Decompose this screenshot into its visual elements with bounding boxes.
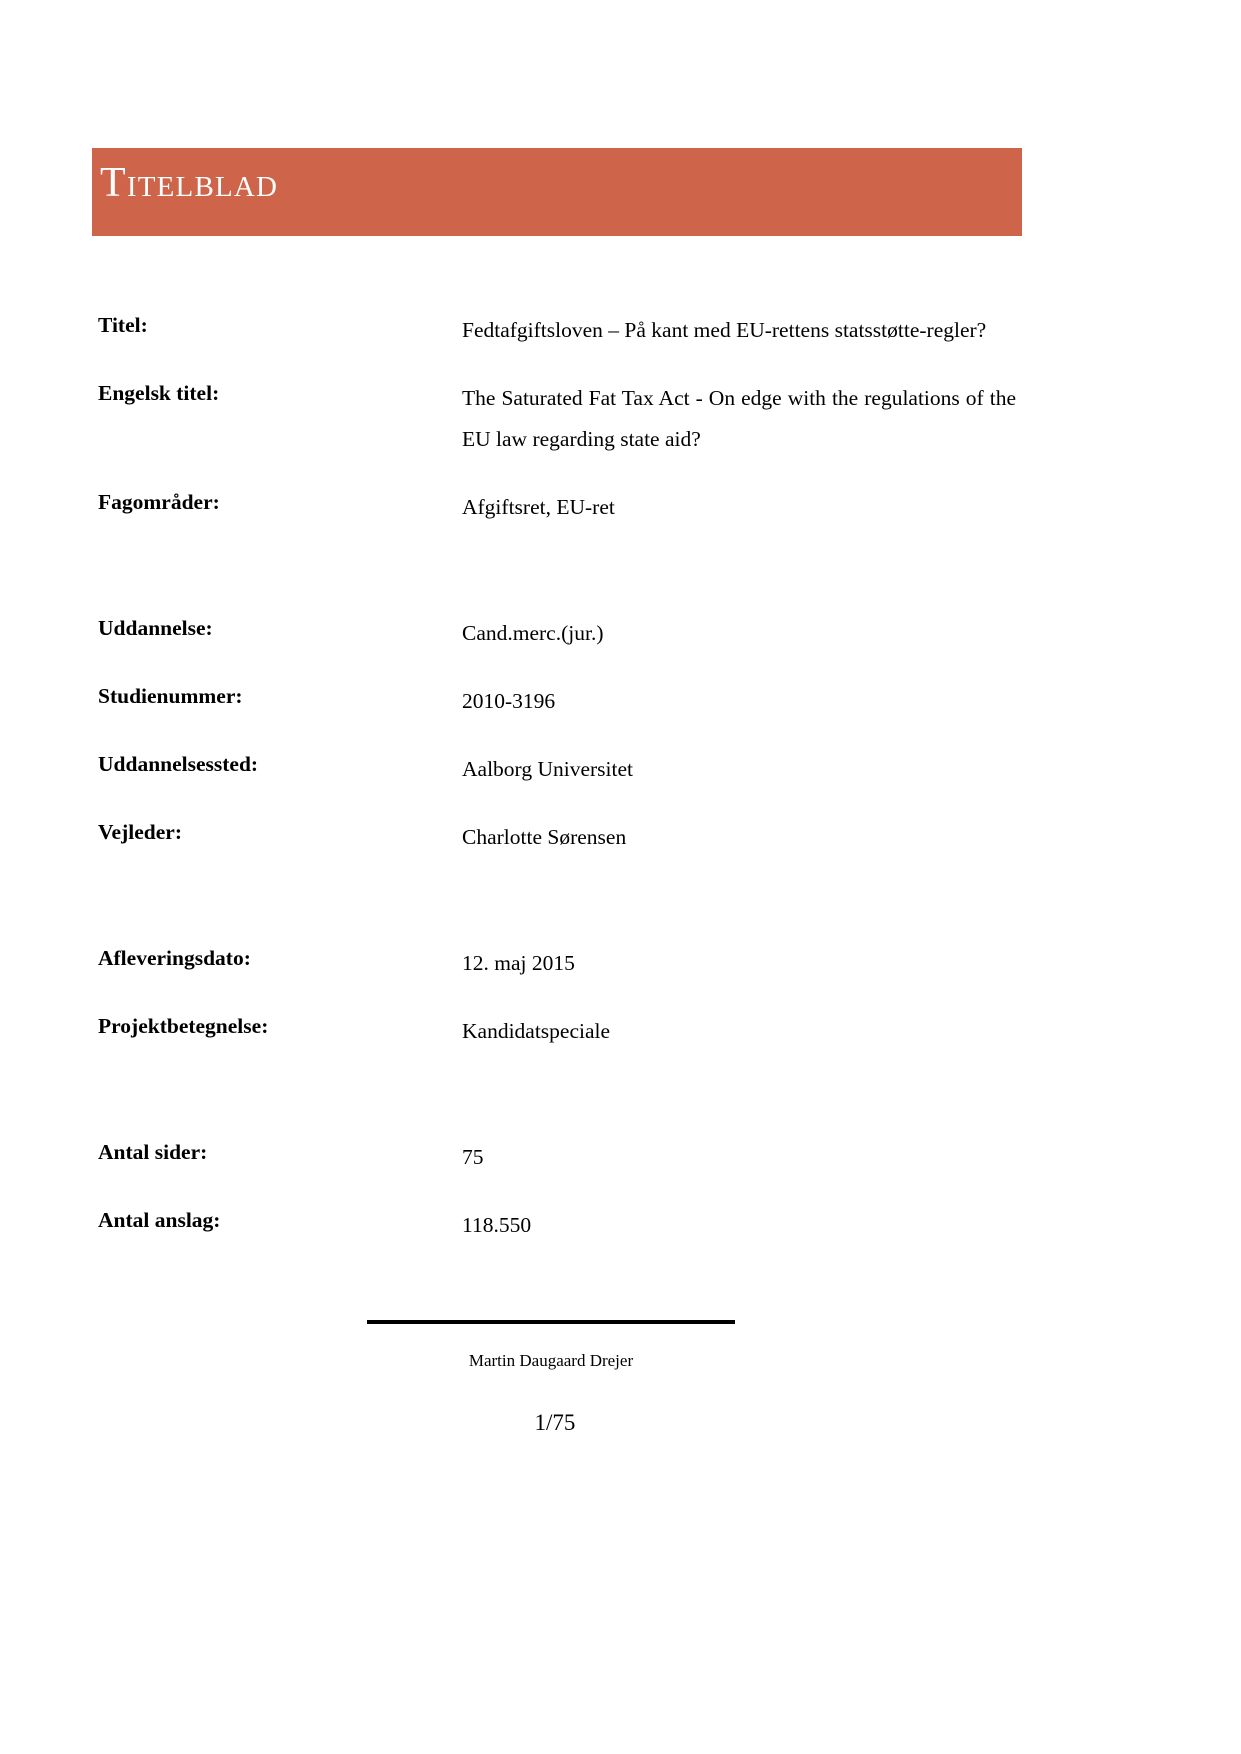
field-label-afleveringsdato: Afleveringsdato:: [98, 946, 251, 970]
field-value-fagomraader: Afgiftsret, EU-ret: [462, 495, 615, 519]
field-label-fagomraader: Fagområder:: [98, 490, 220, 514]
table-row: [98, 943, 1016, 984]
table-row: [98, 1011, 1016, 1052]
field-value-uddannelse: Cand.merc.(jur.): [462, 621, 604, 645]
table-row: [98, 613, 1016, 654]
table-row: [98, 817, 1016, 858]
field-value-antal-anslag: 118.550: [462, 1213, 532, 1237]
field-label-titel: Titel:: [98, 313, 148, 337]
field-value-afleveringsdato: 12. maj 2015: [462, 951, 575, 975]
field-label-antal-sider: Antal sider:: [98, 1140, 208, 1164]
field-value-antal-sider: 75: [462, 1145, 484, 1169]
signature-line: [367, 1320, 735, 1324]
table-row: [98, 681, 1016, 722]
table-row: [98, 310, 1016, 351]
field-value-projektbetegnelse: Kandidatspeciale: [462, 1019, 611, 1043]
field-value-titel: Fedtafgiftsloven – På kant med EU-rettens statsstøtte-regler?: [462, 318, 987, 342]
table-row: [98, 378, 1016, 460]
field-label-projektbetegnelse: Projektbetegnelse:: [98, 1014, 269, 1038]
field-label-studienummer: Studienummer:: [98, 684, 243, 708]
field-label-uddannelsessted: Uddannelsessted:: [98, 752, 259, 776]
field-value-vejleder: Charlotte Sørensen: [462, 825, 627, 849]
table-row: [98, 1205, 1016, 1246]
title-page-info-table: [98, 310, 1016, 1273]
field-label-vejleder: Vejleder:: [98, 820, 182, 844]
field-value-uddannelsessted: Aalborg Universitet: [462, 757, 633, 781]
table-row: [98, 487, 1016, 528]
group-separator: [98, 1079, 1016, 1137]
page-number: 1/75: [534, 1410, 576, 1435]
field-value-studienummer: 2010-3196: [462, 689, 556, 713]
signature-name: Martin Daugaard Drejer: [468, 1351, 634, 1370]
field-label-engelsk-titel: Engelsk titel:: [98, 381, 220, 405]
group-separator: [98, 885, 1016, 943]
table-row: [98, 1137, 1016, 1178]
field-label-uddannelse: Uddannelse:: [98, 616, 213, 640]
field-value-engelsk-titel: The Saturated Fat Tax Act - On edge with the regulations of the EU law regarding state aid?: [462, 386, 1016, 451]
page-title: Titelblad: [100, 160, 279, 206]
table-row: [98, 749, 1016, 790]
group-separator: [98, 555, 1016, 613]
field-label-antal-anslag: Antal anslag:: [98, 1208, 221, 1232]
